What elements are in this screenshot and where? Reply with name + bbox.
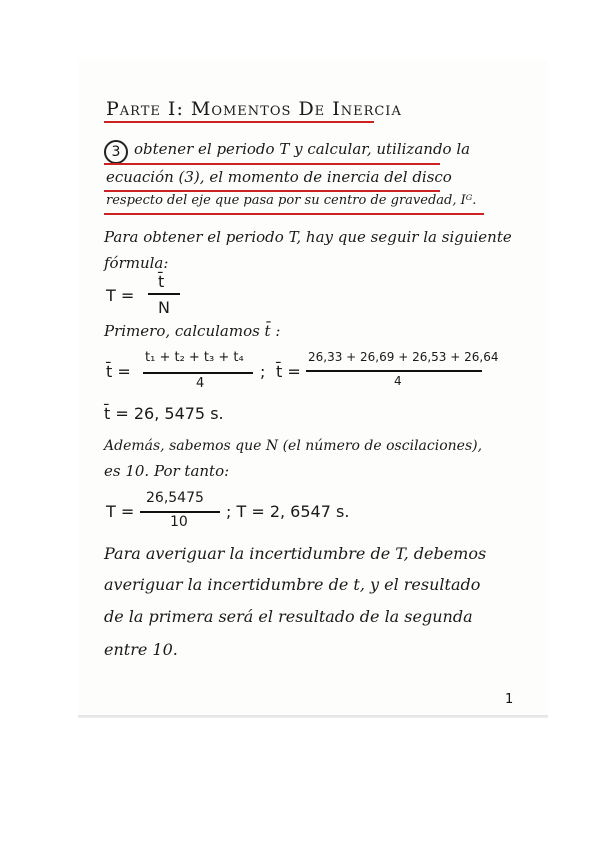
intro-line-2: fórmula:	[104, 254, 169, 272]
formula2-fraction-bar2	[306, 370, 482, 372]
task-line-2: ecuación (3), el momento de inercia del disco	[106, 168, 452, 186]
ademas-line-1: Además, sabemos que N (el número de oscilaciones),	[104, 438, 483, 454]
final-line-4: entre 10.	[104, 640, 178, 659]
formula2-numerator2: 26,33 + 26,69 + 26,53 + 26,64	[308, 350, 499, 364]
formula3-lhs: T =	[106, 502, 135, 521]
task-line-3: respecto del eje que pasa por su centro de gravedad, Iᴳ.	[106, 193, 477, 208]
final-line-3: de la primera será el resultado de la segunda	[104, 607, 473, 626]
page-number: 1	[505, 692, 514, 707]
formula3-numerator: 26,5475	[146, 490, 204, 506]
primero-line: Primero, calculamos t̄ :	[104, 322, 281, 340]
formula3-result: ; T = 2, 6547 s.	[226, 502, 350, 521]
page-title: Parte I: Momentos De Inercia	[106, 98, 402, 120]
formula2-numerator: t₁ + t₂ + t₃ + t₄	[145, 350, 244, 365]
formula1-lhs: T =	[106, 286, 135, 305]
task-number-badge: 3	[104, 140, 128, 164]
task-underline-3	[104, 213, 484, 215]
intro-line-1: Para obtener el periodo T, hay que seguir la siguiente	[104, 228, 512, 246]
t-mean-result: t̄ = 26, 5475 s.	[104, 404, 224, 423]
formula2-lhs2: t̄ =	[276, 362, 301, 381]
ademas-line-2: es 10. Por tanto:	[104, 462, 230, 480]
final-line-2: averiguar la incertidumbre de t, y el resultado	[104, 575, 481, 594]
final-line-1: Para averiguar la incertidumbre de T, debemos	[104, 544, 487, 563]
formula1-numerator: t̄	[158, 272, 165, 291]
task-underline-1	[104, 163, 440, 165]
task-line-1: obtener el periodo T y calcular, utilizando la	[134, 140, 471, 158]
title-underline	[104, 121, 374, 123]
formula2-fraction-bar	[143, 372, 253, 374]
formula2-denominator: 4	[196, 376, 205, 391]
formula3-denominator: 10	[170, 514, 188, 530]
formula1-denominator: N	[158, 298, 170, 317]
formula1-fraction-bar	[148, 293, 180, 295]
formula2-separator: ;	[260, 362, 266, 381]
task-underline-2	[104, 190, 440, 192]
formula2-lhs: t̄ =	[106, 362, 131, 381]
formula3-fraction-bar	[140, 511, 220, 513]
formula2-denominator2: 4	[394, 374, 402, 388]
